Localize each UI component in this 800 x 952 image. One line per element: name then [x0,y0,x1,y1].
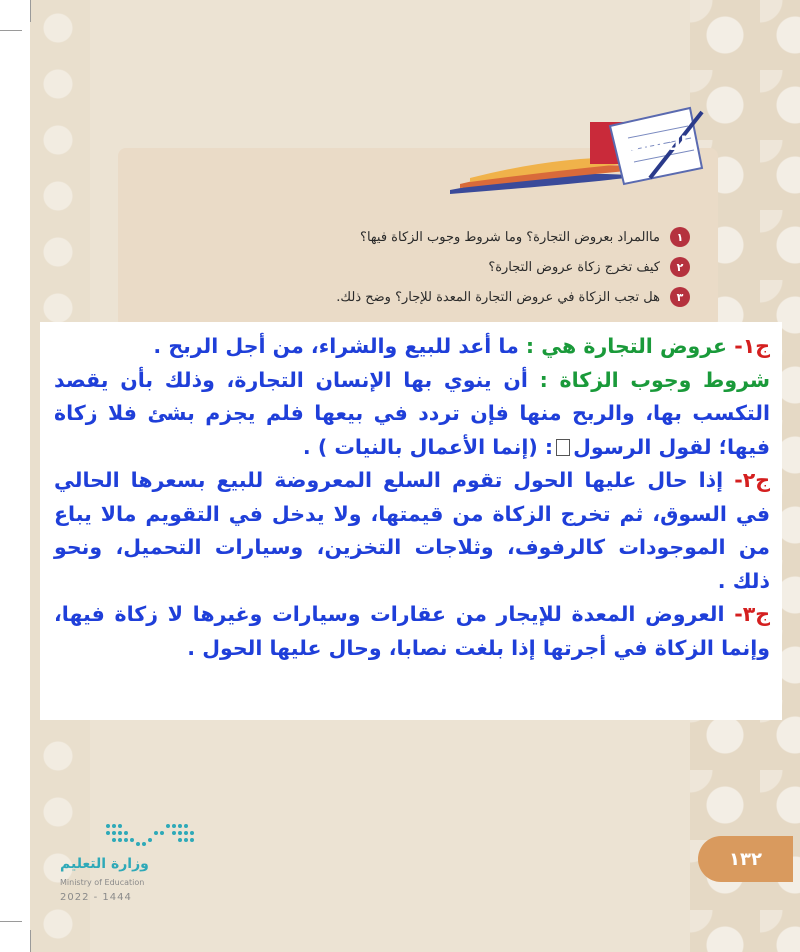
crop-mark [0,921,22,922]
answer-box [40,322,782,720]
question-list [130,222,690,312]
answer-2-text: إذا حال عليها الحول تقوم السلع المعروضة للبيع بسعرها الحالي في السوق، ثم تخرج الزكاة من قيمتها، ولا يدخل في التقويم مالا يباع من الموجودات كالرفوف، وثلاجات التخزين، وسيارات التحميل، ونحو ذلك . [54,468,770,593]
ministry-name-ar: وزارة التعليم [60,856,149,872]
question-number: ١ [670,227,690,247]
crop-mark [30,0,31,22]
answer-3 [54,598,770,665]
answer-1-text: ما أعد للبيع والشراء، من أجل الربح . [153,334,519,358]
answer-3-text: العروض المعدة للإيجار من عقارات وسيارات وغيرها لا زكاة فيها، وإنما الزكاة في أجرتها إذا بلغت نصابا، وحال عليها الحول . [54,602,770,660]
question-text: كيف تخرج زكاة عروض التجارة؟ [488,259,660,275]
crop-mark [30,930,31,952]
question-item [130,282,690,312]
answer-1-label: ج١- [734,334,770,358]
missing-glyph-box [556,439,570,456]
ministry-name-en: Ministry of Education [60,878,145,887]
hadith-quote: : (إنما الأعمال بالنيات ) . [302,434,554,459]
question-item [130,252,690,282]
answer-1-term: عروض التجارة هي : [518,334,735,358]
answer-1-conditions [54,364,770,465]
evaluation-title: التقويم [618,133,688,155]
question-text: هل تجب الزكاة في عروض التجارة المعدة للإجار؟ وضح ذلك. [336,289,660,305]
conditions-label: شروط وجوب الزكاة : [527,367,771,392]
answer-1 [54,330,770,364]
answer-3-label: ج٣- [734,602,770,626]
evaluation-header [440,98,710,198]
ministry-dots-icon [104,820,200,850]
question-item [130,222,690,252]
answer-2 [54,464,770,598]
ministry-logo [60,820,210,910]
conditions-text: أن ينوي بها الإنسان التجارة، وذلك بأن يقصد التكسب بها، والربح منها فإن تردد في بيعها فلم يجزم بشئ فلا زكاة فيها؛ لقول الرسول [54,367,770,459]
page-number: ١٣٢ [698,836,793,882]
edition-year: 2022 - 1444 [60,892,132,903]
question-number: ٣ [670,287,690,307]
question-number: ٢ [670,257,690,277]
question-text: ماالمراد بعروض التجارة؟ وما شروط وجوب الزكاة فيها؟ [360,229,660,245]
crop-mark [0,30,22,31]
answer-2-label: ج٢- [734,468,770,492]
